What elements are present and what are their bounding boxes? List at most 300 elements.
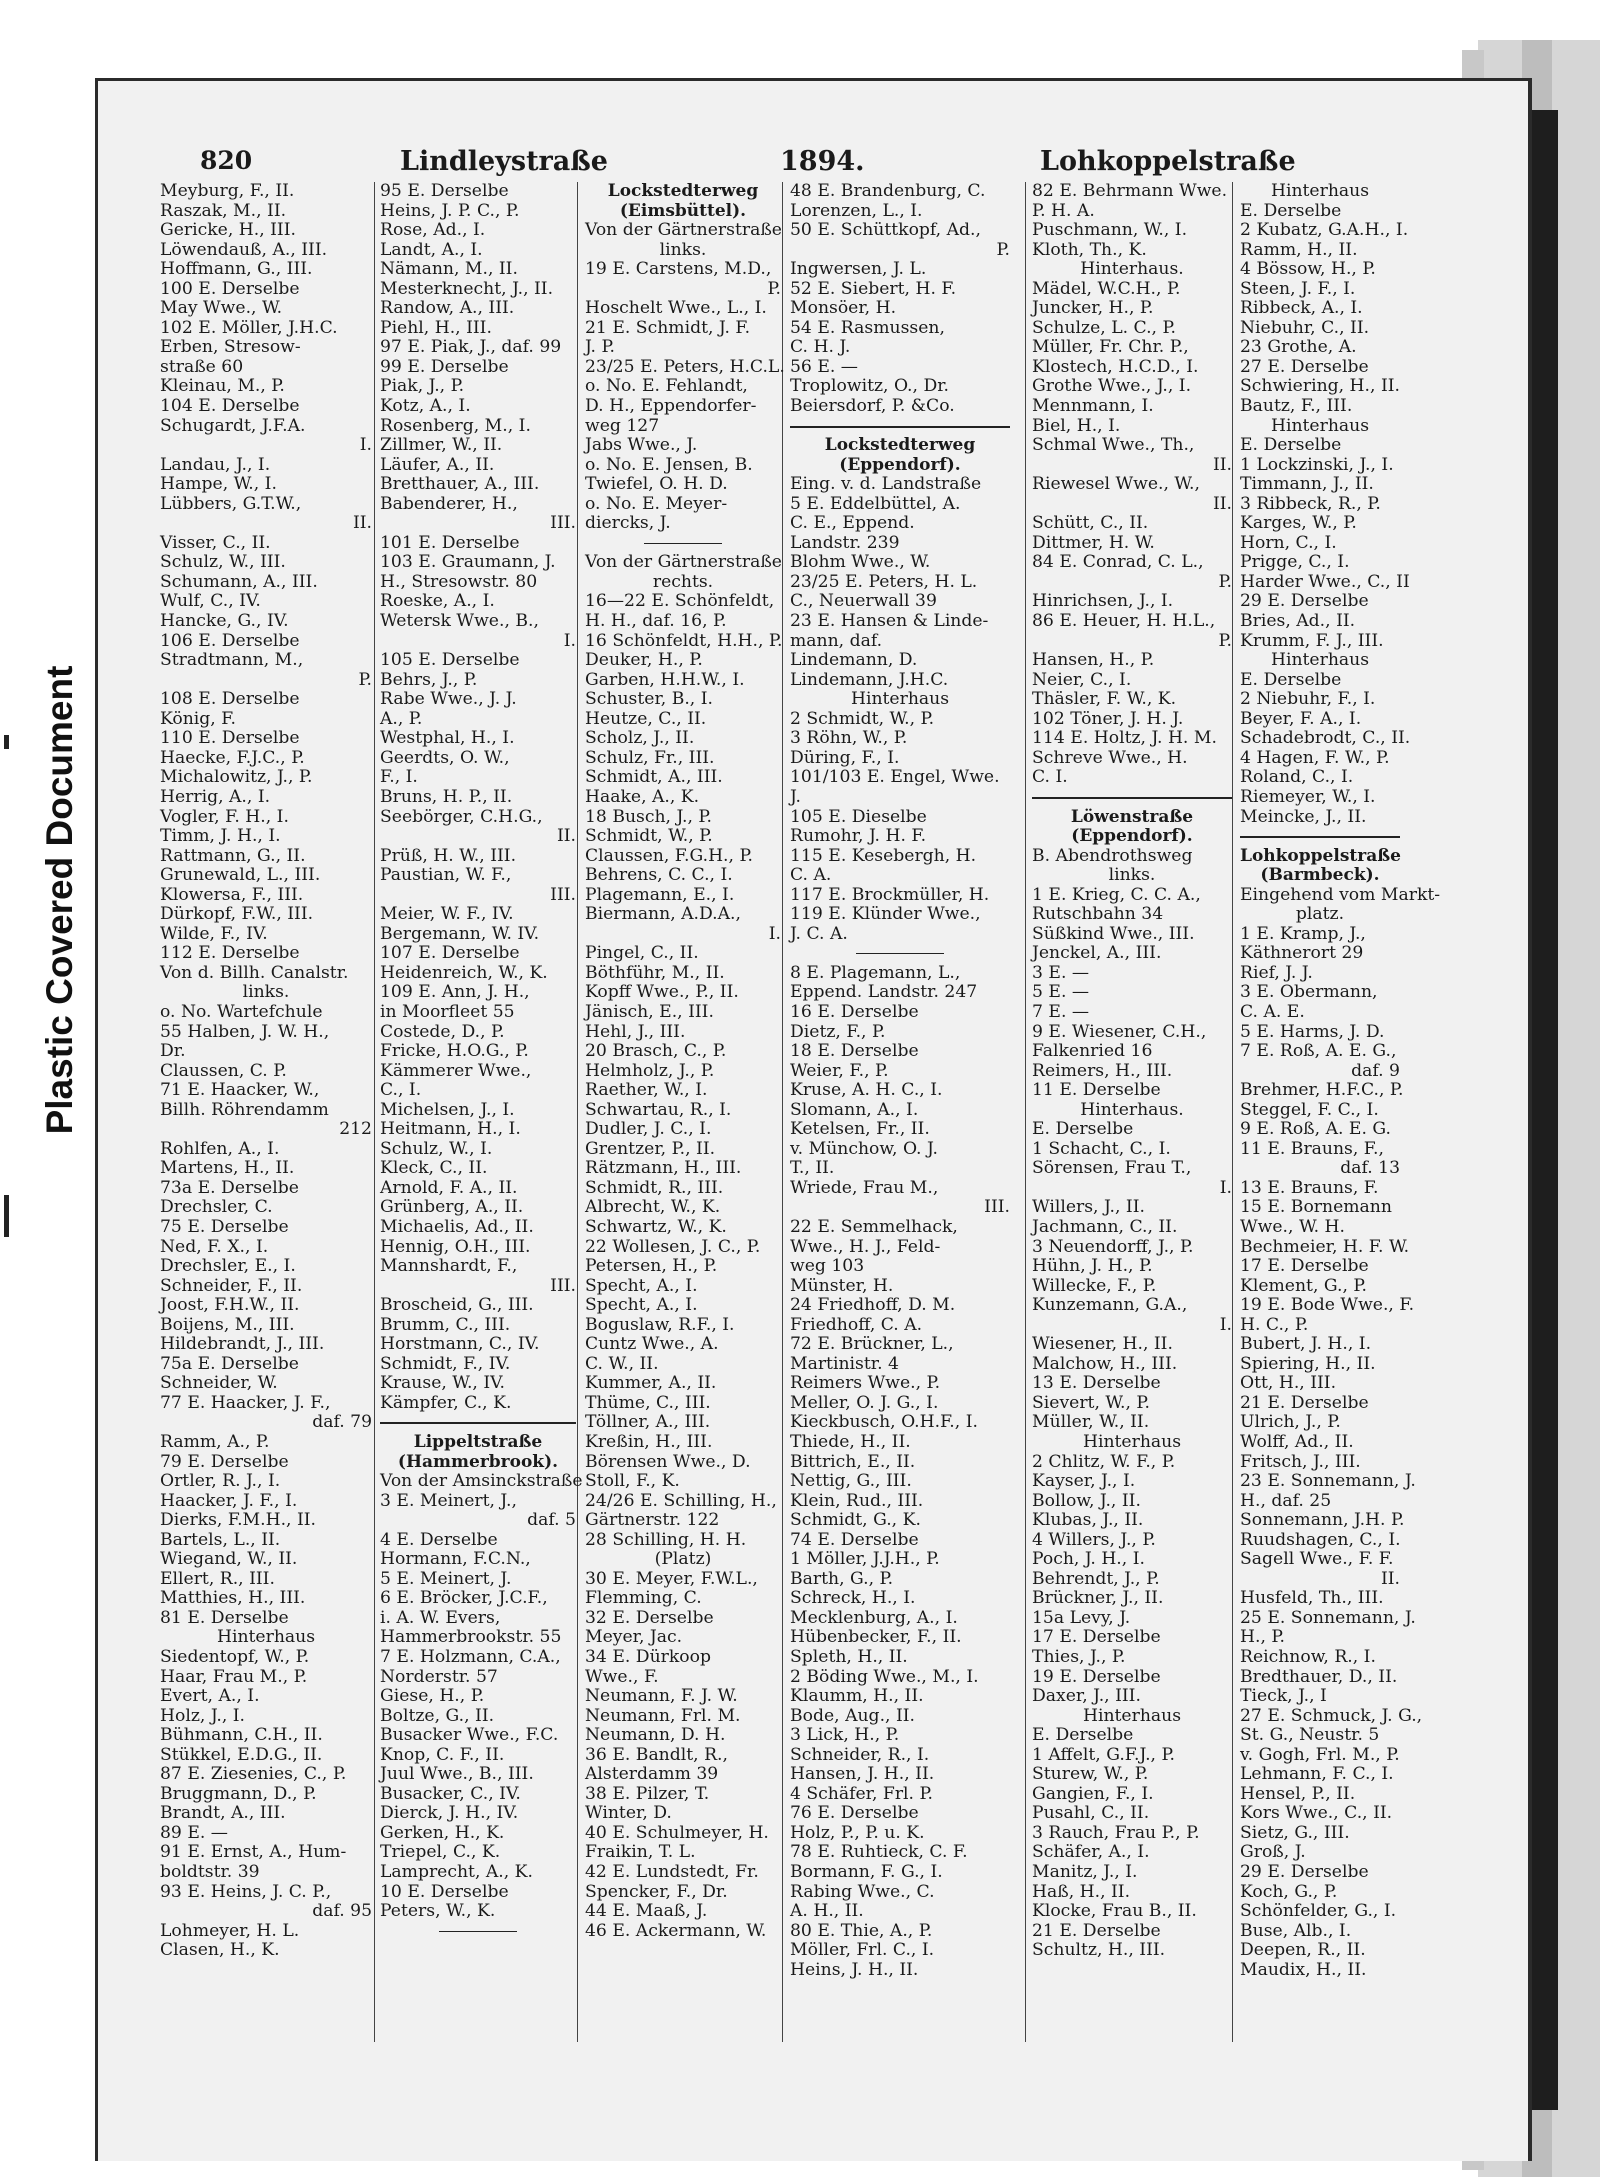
resident-entry: straße 60	[160, 356, 244, 377]
resident-entry: Hormann, F.C.N.,	[380, 1549, 531, 1570]
resident-entry: 4 E. Derselbe	[380, 1529, 498, 1550]
resident-entry: 17 E. Derselbe	[1240, 1256, 1369, 1277]
resident-entry: Niebuhr, C., II.	[1240, 317, 1370, 338]
resident-entry: Meyburg, F., II.	[160, 181, 295, 201]
resident-entry: boldtstr. 39	[160, 1862, 260, 1883]
resident-entry: Mannshardt, F.,	[380, 1256, 518, 1277]
resident-entry: 30 E. Meyer, F.W.L.,	[585, 1568, 758, 1589]
resident-entry: 73a E. Derselbe	[160, 1177, 299, 1198]
resident-entry: 13 E. Derselbe	[1032, 1373, 1161, 1394]
resident-entry: Lindemann, J.H.C.	[790, 669, 949, 690]
resident-entry: Kleck, C., II.	[380, 1158, 488, 1179]
resident-entry: Jabs Wwe., J.	[585, 435, 698, 456]
resident-entry: Rätzmann, H., III.	[585, 1158, 742, 1179]
page-header	[200, 146, 1296, 186]
resident-entry: Meyer, Jac.	[585, 1627, 683, 1648]
resident-entry: Rief, J. J.	[1240, 962, 1313, 983]
resident-entry: Malchow, H., III.	[1032, 1353, 1178, 1374]
resident-entry: Schulze, L. C., P.	[1032, 317, 1177, 338]
resident-entry: Wwe., W. H.	[1240, 1216, 1345, 1237]
resident-entry: Prüß, H. W., III.	[380, 845, 517, 866]
section-rule	[1240, 827, 1400, 847]
resident-entry: Wolff, Ad., II.	[1240, 1432, 1354, 1452]
resident-entry: 102 Töner, J. H. J.	[1032, 708, 1184, 729]
resident-entry: 5 E. —	[1032, 982, 1090, 1003]
resident-entry: Petersen, H., P.	[585, 1256, 718, 1277]
resident-entry: 40 E. Schulmeyer, H.	[585, 1822, 769, 1843]
resident-entry: 99 E. Derselbe	[380, 356, 509, 377]
section-rule	[1032, 788, 1232, 808]
resident-entry: Behrendt, J., P.	[1032, 1568, 1160, 1589]
resident-entry: Wwe., F.	[585, 1666, 659, 1687]
resident-entry: Hoffmann, G., III.	[160, 259, 313, 280]
section-divider	[585, 534, 781, 554]
resident-entry: C., I.	[380, 1080, 422, 1101]
resident-entry: Reimers Wwe., P.	[790, 1373, 941, 1394]
resident-entry: 93 E. Heins, J. C. P.,	[160, 1881, 332, 1902]
resident-entry: Schuster, B., I.	[585, 689, 713, 710]
resident-entry: Bruns, H. P., II.	[380, 786, 513, 807]
resident-entry: 28 Schilling, H. H.	[585, 1529, 747, 1550]
resident-entry: Schwartau, R., I.	[585, 1099, 732, 1120]
resident-entry: diercks, J.	[585, 513, 671, 534]
resident-entry: Boijens, M., III.	[160, 1314, 295, 1335]
resident-entry: 76 E. Derselbe	[790, 1803, 919, 1824]
section-divider	[790, 944, 1010, 964]
resident-entry: Schultz, H., III.	[1032, 1940, 1166, 1961]
resident-entry: Wiegand, W., II.	[160, 1549, 298, 1570]
resident-entry: Wriede, Frau M.,	[790, 1177, 939, 1198]
resident-entry: 1 E. Krieg, C. C. A.,	[1032, 884, 1201, 905]
resident-entry: C. A. E.	[1240, 1001, 1305, 1022]
year-heading: 1894.	[780, 146, 865, 177]
resident-entry: Brandt, A., III.	[160, 1803, 286, 1824]
resident-entry: Beiersdorf, P. &Co.	[790, 396, 955, 417]
resident-entry: 29 E. Derselbe	[1240, 1862, 1369, 1883]
resident-entry: 20 Brasch, C., P.	[585, 1041, 727, 1062]
resident-entry: Reimers, H., III.	[1032, 1060, 1173, 1081]
column-4	[790, 182, 1010, 1980]
resident-entry: Barth, G., P.	[790, 1568, 894, 1589]
resident-entry: E. Derselbe	[1240, 669, 1342, 690]
resident-entry: C. I.	[1032, 767, 1068, 788]
resident-entry: D. H., Eppendorfer-	[585, 396, 757, 417]
resident-entry: Friedhoff, C. A.	[790, 1314, 923, 1335]
resident-entry: Ott, H., III.	[1240, 1373, 1337, 1394]
resident-entry: Haar, Frau M., P.	[160, 1666, 308, 1687]
entry-continuation: P.	[358, 669, 372, 690]
resident-entry: Gangien, F., I.	[1032, 1783, 1154, 1804]
resident-entry: Drechsler, E., I.	[160, 1256, 296, 1277]
resident-entry: 54 E. Rasmussen,	[790, 317, 945, 338]
resident-entry: Klement, G., P.	[1240, 1275, 1367, 1296]
resident-entry: C. A.	[790, 865, 832, 886]
resident-entry: Busacker Wwe., F.C.	[380, 1725, 559, 1746]
resident-entry: 21 E. Derselbe	[1032, 1920, 1161, 1941]
entry-continuation: P.	[1218, 630, 1232, 651]
resident-entry: Rabing Wwe., C.	[790, 1881, 935, 1902]
resident-entry: Rabe Wwe., J. J.	[380, 689, 517, 710]
resident-entry: Puschmann, W., I.	[1032, 220, 1188, 241]
resident-entry: Löwendauß, A., III.	[160, 239, 328, 260]
resident-entry: 7 E. Holzmann, C.A.,	[380, 1647, 561, 1668]
resident-entry: Deuker, H., P.	[585, 650, 703, 671]
resident-entry: 7 E. Roß, A. E. G.,	[1240, 1041, 1397, 1062]
district-heading: (Eppendorf).	[839, 454, 961, 475]
resident-entry: 55 Halben, J. W. H.,	[160, 1021, 330, 1042]
resident-entry: 4 Willers, J., P.	[1032, 1529, 1156, 1550]
resident-entry: Dittmer, H. W.	[1032, 532, 1155, 553]
resident-entry: Schmidt, R., III.	[585, 1177, 724, 1198]
resident-entry: Flemming, C.	[585, 1588, 702, 1609]
entry-continuation: II.	[556, 826, 576, 847]
resident-entry: 56 E. —	[790, 356, 858, 377]
entry-continuation: daf. 95	[312, 1901, 372, 1922]
resident-entry: in Moorfleet 55	[380, 1001, 515, 1022]
resident-entry: Hensel, P., II.	[1240, 1783, 1356, 1804]
resident-entry: Heitmann, H., I.	[380, 1119, 521, 1140]
resident-entry: Husfeld, Th., III.	[1240, 1588, 1384, 1609]
resident-entry: Thäsler, F. W., K.	[1032, 689, 1177, 710]
resident-entry: Kloth, Th., K.	[1032, 239, 1147, 260]
resident-entry: Albrecht, W., K.	[585, 1197, 721, 1218]
resident-entry: Twiefel, O. H. D.	[585, 474, 728, 495]
resident-entry: Steggel, F. C., I.	[1240, 1099, 1379, 1120]
resident-entry: 46 E. Ackermann, W.	[585, 1920, 767, 1941]
resident-entry: Plagemann, E., I.	[585, 884, 735, 905]
resident-entry: 15a Levy, J.	[1032, 1607, 1131, 1628]
section-rule	[790, 417, 1010, 437]
resident-entry: Bries, Ad., II.	[1240, 611, 1356, 632]
resident-entry: Piehl, H., III.	[380, 317, 492, 338]
resident-entry: A., P.	[380, 708, 423, 729]
street-heading-left: Lindleystraße	[400, 146, 608, 177]
resident-entry: E. Derselbe	[1032, 1119, 1134, 1140]
resident-entry: Bühmann, C.H., II.	[160, 1725, 323, 1746]
directory-columns	[160, 181, 1441, 2062]
resident-entry: Hinrichsen, J., I.	[1032, 591, 1174, 612]
resident-entry: Behrs, J., P.	[380, 669, 478, 690]
resident-entry: Haecke, F.J.C., P.	[160, 747, 305, 768]
resident-entry: Hildebrandt, J., III.	[160, 1334, 325, 1355]
resident-entry: 1 Schacht, C., I.	[1032, 1138, 1171, 1159]
resident-entry: Schönfelder, G., I.	[1240, 1901, 1397, 1922]
resident-entry: 19 E. Derselbe	[1032, 1666, 1161, 1687]
resident-entry: Stradtmann, M.,	[160, 650, 304, 671]
resident-entry: 32 E. Derselbe	[585, 1607, 714, 1628]
resident-entry: Nettig, G., III.	[790, 1471, 912, 1492]
resident-entry: 19 E. Bode Wwe., F.	[1240, 1295, 1415, 1316]
resident-entry: Rose, Ad., I.	[380, 220, 486, 241]
resident-entry: 72 E. Brückner, L.,	[790, 1334, 954, 1355]
resident-entry: Blohm Wwe., W.	[790, 552, 931, 573]
resident-entry: Hampe, W., I.	[160, 474, 277, 495]
resident-entry: Hansen, J. H., II.	[790, 1764, 935, 1785]
resident-entry: Klein, Rud., III.	[790, 1490, 924, 1511]
resident-entry: Bredthauer, D., II.	[1240, 1666, 1398, 1687]
resident-entry: Thüme, C., III.	[585, 1392, 711, 1413]
resident-entry: 34 E. Dürkoop	[585, 1647, 711, 1668]
resident-entry: Sörensen, Frau T.,	[1032, 1158, 1192, 1179]
resident-entry: Hammerbrookstr. 55	[380, 1627, 562, 1648]
resident-entry: Randow, A., III.	[380, 298, 515, 319]
resident-entry: Von der Gärtnerstraße	[585, 552, 782, 573]
resident-entry: Zillmer, W., II.	[380, 435, 503, 456]
resident-entry: 103 E. Graumann, J.	[380, 552, 556, 573]
street-heading: Lockstedterweg	[824, 435, 976, 456]
resident-entry: Claussen, C. P.	[160, 1060, 287, 1081]
resident-entry: 104 E. Derselbe	[160, 396, 300, 417]
resident-entry: Mädel, W.C.H., P.	[1032, 278, 1181, 299]
resident-entry: 75 E. Derselbe	[160, 1216, 289, 1237]
resident-entry: A. H., II.	[790, 1901, 864, 1922]
resident-entry: Dierck, J. H., IV.	[380, 1803, 519, 1824]
resident-entry: 105 E. Derselbe	[380, 650, 520, 671]
resident-entry: Kopff Wwe., P., II.	[585, 982, 739, 1003]
resident-entry: Hansen, H., P.	[1032, 650, 1155, 671]
resident-entry: Käthnerort 29	[1240, 943, 1364, 964]
resident-entry: Babenderer, H.,	[380, 493, 518, 514]
resident-entry: Von der Gärtnerstraße	[585, 220, 782, 241]
resident-entry: Troplowitz, O., Dr.	[790, 376, 950, 397]
resident-entry: Hancke, G., IV.	[160, 611, 289, 632]
resident-entry: 75a E. Derselbe	[160, 1353, 299, 1374]
resident-entry: Bautz, F., III.	[1240, 396, 1353, 417]
edge-tick	[4, 1195, 9, 1237]
resident-entry: Läufer, A., II.	[380, 454, 495, 475]
resident-entry: Schreck, H., I.	[790, 1588, 916, 1609]
resident-entry: Krause, W., IV.	[380, 1373, 505, 1394]
resident-entry: o. No. E. Jensen, B.	[585, 454, 753, 475]
resident-entry: Specht, A., I.	[585, 1295, 698, 1316]
resident-entry: 5 E. Harms, J. D.	[1240, 1021, 1385, 1042]
resident-entry: Dudler, J. C., I.	[585, 1119, 712, 1140]
resident-entry: Schugardt, J.F.A.	[160, 415, 306, 436]
resident-entry: Bechmeier, H. F. W.	[1240, 1236, 1410, 1257]
resident-entry: Deepen, R., II.	[1240, 1940, 1366, 1961]
resident-entry: H. H., daf. 16, P.	[585, 611, 727, 632]
resident-entry: Pingel, C., II.	[585, 943, 699, 964]
resident-entry: Knop, C. F., II.	[380, 1744, 505, 1765]
resident-entry: Lamprecht, A., K.	[380, 1862, 533, 1883]
entry-continuation: II.	[352, 513, 372, 534]
resident-entry: 9 E. Wiesener, C.H.,	[1032, 1021, 1207, 1042]
resident-entry: Mennmann, I.	[1032, 396, 1154, 417]
plastic-covered-label: Plastic Covered Document	[39, 665, 80, 1135]
resident-entry: Buse, Alb., I.	[1240, 1920, 1352, 1941]
resident-entry: 78 E. Ruhtieck, C. F.	[790, 1842, 968, 1863]
resident-entry: 27 E. Schmuck, J. G.,	[1240, 1705, 1423, 1726]
resident-entry: 18 E. Derselbe	[790, 1041, 919, 1062]
resident-entry: 16 Schönfeldt, H.H., P.	[585, 630, 783, 651]
resident-entry: 21 E. Schmidt, J. F.	[585, 317, 751, 338]
resident-entry: 23/25 E. Peters, H. L.	[790, 571, 978, 592]
resident-entry: Fritsch, J., III.	[1240, 1451, 1361, 1472]
resident-entry: Grünberg, A., II.	[380, 1197, 524, 1218]
resident-entry: Sonnemann, J.H. P.	[1240, 1510, 1405, 1531]
resident-entry: Nämann, M., II.	[380, 259, 518, 280]
resident-entry: 101 E. Derselbe	[380, 532, 520, 553]
resident-entry: Wilde, F., IV.	[160, 923, 268, 944]
resident-entry: May Wwe., W.	[160, 298, 283, 319]
resident-entry: 11 E. Derselbe	[1032, 1080, 1161, 1101]
resident-entry: Kreßin, H., III.	[585, 1432, 713, 1452]
resident-entry: 23/25 E. Peters, H.C.L.	[585, 356, 785, 377]
resident-entry: Steen, J. F., I.	[1240, 278, 1356, 299]
resident-entry: Prigge, C., I.	[1240, 552, 1350, 573]
resident-entry: Cuntz Wwe., A.	[585, 1334, 719, 1355]
street-heading-right: Lohkoppelstraße	[1040, 146, 1296, 177]
resident-entry: 13 E. Brauns, F.	[1240, 1177, 1379, 1198]
resident-entry: J. P.	[585, 337, 616, 358]
resident-entry: Müller, W., II.	[1032, 1412, 1150, 1433]
resident-entry: E. Derselbe	[1240, 200, 1342, 221]
resident-entry: Ramm, A., P.	[160, 1432, 270, 1452]
resident-entry: 24 Friedhoff, D. M.	[790, 1295, 956, 1316]
resident-entry: Börensen Wwe., D.	[585, 1451, 751, 1472]
resident-entry: Siedentopf, W., P.	[160, 1647, 310, 1668]
resident-entry: Ribbeck, A., I.	[1240, 298, 1363, 319]
resident-entry: Süßkind Wwe., III.	[1032, 923, 1195, 944]
resident-entry: 80 E. Thie, A., P.	[790, 1920, 933, 1941]
resident-entry: Mesterknecht, J., II.	[380, 278, 554, 299]
resident-entry: 101/103 E. Engel, Wwe.	[790, 767, 1000, 788]
entry-continuation: II.	[1380, 1568, 1400, 1589]
resident-entry: Fraikin, T. L.	[585, 1842, 696, 1863]
resident-entry: Meller, O. J. G., I.	[790, 1392, 939, 1413]
section-note: Hinterhaus	[1270, 181, 1370, 201]
resident-entry: Klubas, J., II.	[1032, 1510, 1144, 1531]
resident-entry: Geerdts, O. W.,	[380, 747, 510, 768]
resident-entry: Thies, J., P.	[1032, 1647, 1126, 1668]
resident-entry: Sievert, W., P.	[1032, 1392, 1150, 1413]
resident-entry: Kieckbusch, O.H.F., I.	[790, 1412, 978, 1433]
resident-entry: 79 E. Derselbe	[160, 1451, 289, 1472]
section-note: rechts.	[652, 571, 714, 592]
resident-entry: Poch, J. H., I.	[1032, 1549, 1145, 1570]
resident-entry: 10 E. Derselbe	[380, 1881, 509, 1902]
resident-entry: 52 E. Siebert, H. F.	[790, 278, 957, 299]
resident-entry: 74 E. Derselbe	[790, 1529, 919, 1550]
column-5	[1032, 182, 1232, 1961]
resident-entry: 29 E. Derselbe	[1240, 591, 1369, 612]
resident-entry: Mecklenburg, A., I.	[790, 1607, 958, 1628]
resident-entry: Kämmerer Wwe.,	[380, 1060, 532, 1081]
resident-entry: Hübenbecker, F., II.	[790, 1627, 962, 1648]
resident-entry: Daxer, J., III.	[1032, 1686, 1141, 1707]
resident-entry: 102 E. Möller, J.H.C.	[160, 317, 338, 338]
resident-entry: Holz, P., P. u. K.	[790, 1822, 925, 1843]
resident-entry: C. W., II.	[585, 1353, 659, 1374]
resident-entry: 24/26 E. Schilling, H.,	[585, 1490, 777, 1511]
resident-entry: B. Abendrothsweg	[1032, 845, 1193, 866]
street-heading: Löwenstraße	[1070, 806, 1194, 827]
resident-entry: v. Münchow, O. J.	[790, 1138, 939, 1159]
resident-entry: Raszak, M., II.	[160, 200, 287, 221]
entry-continuation: daf. 9	[1351, 1060, 1400, 1081]
resident-entry: Wulf, C., IV.	[160, 591, 261, 612]
resident-entry: Lohmeyer, H. L.	[160, 1920, 300, 1941]
entry-continuation: I.	[1219, 1177, 1232, 1198]
resident-entry: Wetersk Wwe., B.,	[380, 611, 539, 632]
resident-entry: Klostech, H.C.D., I.	[1032, 356, 1199, 377]
resident-entry: 77 E. Haacker, J. F.,	[160, 1392, 331, 1413]
resident-entry: Jenckel, A., III.	[1032, 943, 1162, 964]
resident-entry: Gerken, H., K.	[380, 1822, 505, 1843]
resident-entry: Biermann, A.D.A.,	[585, 904, 741, 925]
resident-entry: 84 E. Conrad, C. L.,	[1032, 552, 1204, 573]
resident-entry: Herrig, A., I.	[160, 786, 271, 807]
resident-entry: Kotz, A., I.	[380, 396, 471, 417]
resident-entry: 36 E. Bandlt, R.,	[585, 1744, 728, 1765]
resident-entry: Costede, D., P.	[380, 1021, 505, 1042]
resident-entry: mann, daf.	[790, 630, 883, 651]
resident-entry: 11 E. Brauns, F.,	[1240, 1138, 1384, 1159]
resident-entry: Busacker, C., IV.	[380, 1783, 521, 1804]
resident-entry: 19 E. Carstens, M.D.,	[585, 259, 772, 280]
section-divider	[380, 1922, 576, 1942]
resident-entry: Hühn, J. H., P.	[1032, 1256, 1153, 1277]
resident-entry: 44 E. Maaß, J.	[585, 1901, 708, 1922]
resident-entry: 97 E. Piak, J., daf. 99	[380, 337, 562, 358]
resident-entry: Jänisch, E., III.	[585, 1001, 714, 1022]
resident-entry: Rosenberg, M., I.	[380, 415, 531, 436]
entry-continuation: daf. 13	[1340, 1158, 1400, 1179]
resident-entry: 87 E. Ziesenies, C., P.	[160, 1764, 347, 1785]
resident-entry: Lorenzen, L., I.	[790, 200, 923, 221]
resident-entry: 112 E. Derselbe	[160, 943, 300, 964]
resident-entry: Brehmer, H.F.C., P.	[1240, 1080, 1404, 1101]
resident-entry: Meincke, J., II.	[1240, 806, 1367, 827]
resident-entry: Riewesel Wwe., W.,	[1032, 474, 1200, 495]
resident-entry: Giese, H., P.	[380, 1686, 485, 1707]
resident-entry: 117 E. Brockmüller, H.	[790, 884, 990, 905]
resident-entry: Haß, H., II.	[1032, 1881, 1131, 1902]
entry-continuation: I.	[1219, 1314, 1232, 1335]
resident-entry: Dürkopf, F.W., III.	[160, 904, 314, 925]
resident-entry: 3 Neuendorff, J., P.	[1032, 1236, 1194, 1257]
resident-entry: Wiesener, H., II.	[1032, 1334, 1173, 1355]
resident-entry: Gärtnerstr. 122	[585, 1510, 720, 1531]
resident-entry: Lindemann, D.	[790, 650, 918, 671]
resident-entry: 2 Böding Wwe., M., I.	[790, 1666, 979, 1687]
resident-entry: 2 Chlitz, W. F., P.	[1032, 1451, 1176, 1472]
section-note: platz.	[1295, 904, 1345, 925]
resident-entry: Möller, Frl. C., I.	[790, 1940, 935, 1961]
resident-entry: Rumohr, J. H. F.	[790, 826, 927, 847]
resident-entry: 81 E. Derselbe	[160, 1607, 289, 1628]
resident-entry: Lübbers, G.T.W.,	[160, 493, 302, 514]
resident-entry: 38 E. Pilzer, T.	[585, 1783, 710, 1804]
resident-entry: Michaelis, Ad., II.	[380, 1216, 534, 1237]
section-note: links.	[1108, 865, 1156, 886]
section-note: Hinterhaus	[1082, 1432, 1182, 1452]
street-heading: Lippeltstraße	[413, 1432, 543, 1452]
resident-entry: Maudix, H., II.	[1240, 1959, 1367, 1980]
resident-entry: H. C., P.	[1240, 1314, 1309, 1335]
resident-entry: 1 E. Kramp, J.,	[1240, 923, 1366, 944]
resident-entry: 95 E. Derselbe	[380, 181, 509, 201]
section-note: Hinterhaus	[216, 1627, 316, 1648]
resident-entry: 91 E. Ernst, A., Hum-	[160, 1842, 347, 1863]
resident-entry: Beyer, F. A., I.	[1240, 708, 1362, 729]
resident-entry: Broscheid, G., III.	[380, 1295, 534, 1316]
resident-entry: Pusahl, C., II.	[1032, 1803, 1150, 1824]
resident-entry: Timm, J. H., I.	[160, 826, 281, 847]
resident-entry: 1 Affelt, G.F.J., P.	[1032, 1744, 1175, 1765]
resident-entry: Roeske, A., I.	[380, 591, 495, 612]
resident-entry: Monsöer, H.	[790, 298, 897, 319]
